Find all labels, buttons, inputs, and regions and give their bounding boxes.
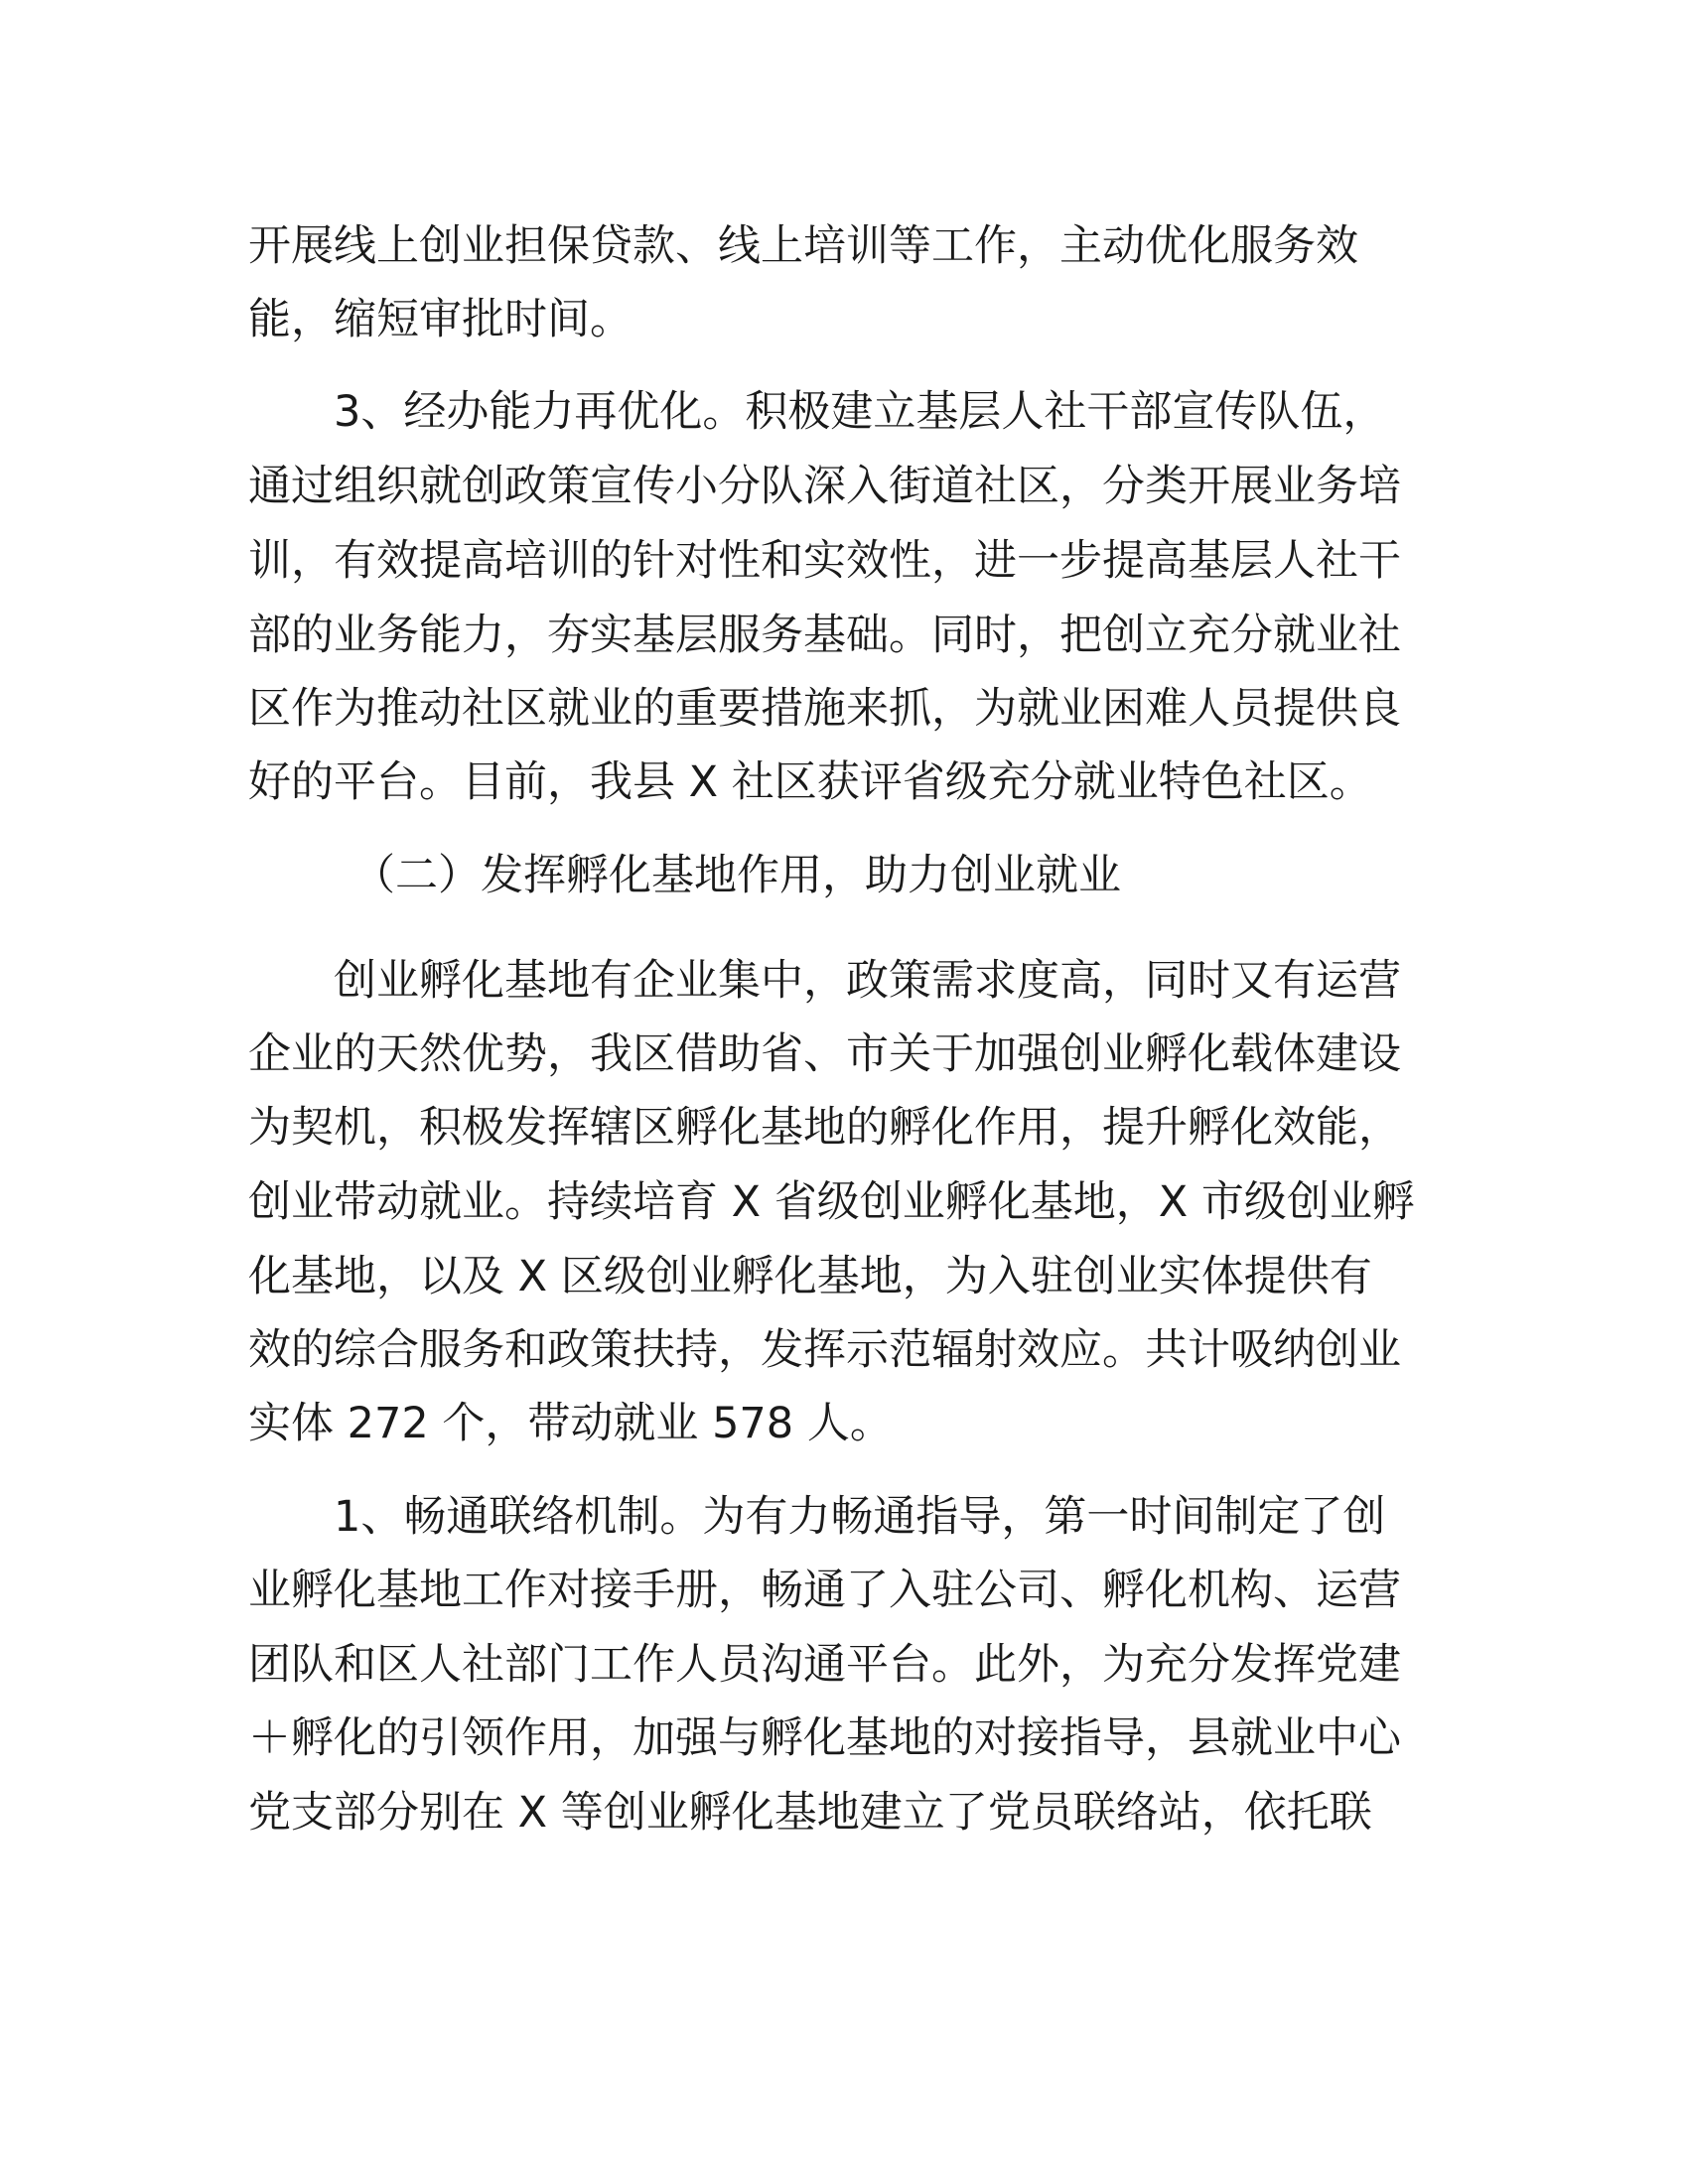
text-line: 团队和区人社部门工作人员沟通平台。此外，为充分发挥党建 bbox=[248, 1640, 1401, 1690]
text-line: 区作为推动社区就业的重要措施来抓，为就业困难人员提供良 bbox=[248, 684, 1401, 734]
text-line: 企业的天然优势，我区借助省、市关于加强创业孵化载体建设 bbox=[248, 1029, 1401, 1079]
text-line: 业孵化基地工作对接手册，畅通了入驻公司、孵化机构、运营 bbox=[248, 1566, 1401, 1615]
text-line: 为契机，积极发挥辖区孵化基地的孵化作用，提升孵化效能， bbox=[248, 1103, 1401, 1153]
text-line: 党支部分别在 X 等创业孵化基地建立了党员联络站，依托联 bbox=[248, 1788, 1372, 1838]
text-line: 通过组织就创政策宣传小分队深入街道社区，分类开展业务培 bbox=[248, 462, 1401, 511]
text-line: 创业带动就业。持续培育 X 省级创业孵化基地，X 市级创业孵 bbox=[248, 1177, 1415, 1227]
text-line: 部的业务能力，夯实基层服务基础。同时，把创立充分就业社 bbox=[248, 611, 1401, 660]
text-line: ＋孵化的引领作用，加强与孵化基地的对接指导，县就业中心 bbox=[248, 1713, 1401, 1763]
text-line: 能，缩短审批时间。 bbox=[248, 295, 633, 344]
paragraph-start-line: 创业孵化基地有企业集中，政策需求度高，同时又有运营 bbox=[334, 956, 1401, 1006]
paragraph-start-line: 3、经办能力再优化。积极建立基层人社干部宣传队伍， bbox=[334, 387, 1386, 437]
text-line: 效的综合服务和政策扶持，发挥示范辐射效应。共计吸纳创业 bbox=[248, 1325, 1401, 1375]
text-line: 实体 272 个，带动就业 578 人。 bbox=[248, 1399, 893, 1448]
text-line: 训，有效提高培训的针对性和实效性，进一步提高基层人社干 bbox=[248, 536, 1401, 586]
paragraph-start-line: 1、畅通联络机制。为有力畅通指导，第一时间制定了创 bbox=[334, 1492, 1386, 1542]
text-line: 化基地，以及 X 区级创业孵化基地，为入驻创业实体提供有 bbox=[248, 1252, 1372, 1301]
section-heading: （二）发挥孵化基地作用，助力创业就业 bbox=[352, 851, 1121, 900]
text-line: 开展线上创业担保贷款、线上培训等工作，主动优化服务效 bbox=[248, 221, 1358, 271]
text-line: 好的平台。目前，我县 X 社区获评省级充分就业特色社区。 bbox=[248, 757, 1372, 807]
